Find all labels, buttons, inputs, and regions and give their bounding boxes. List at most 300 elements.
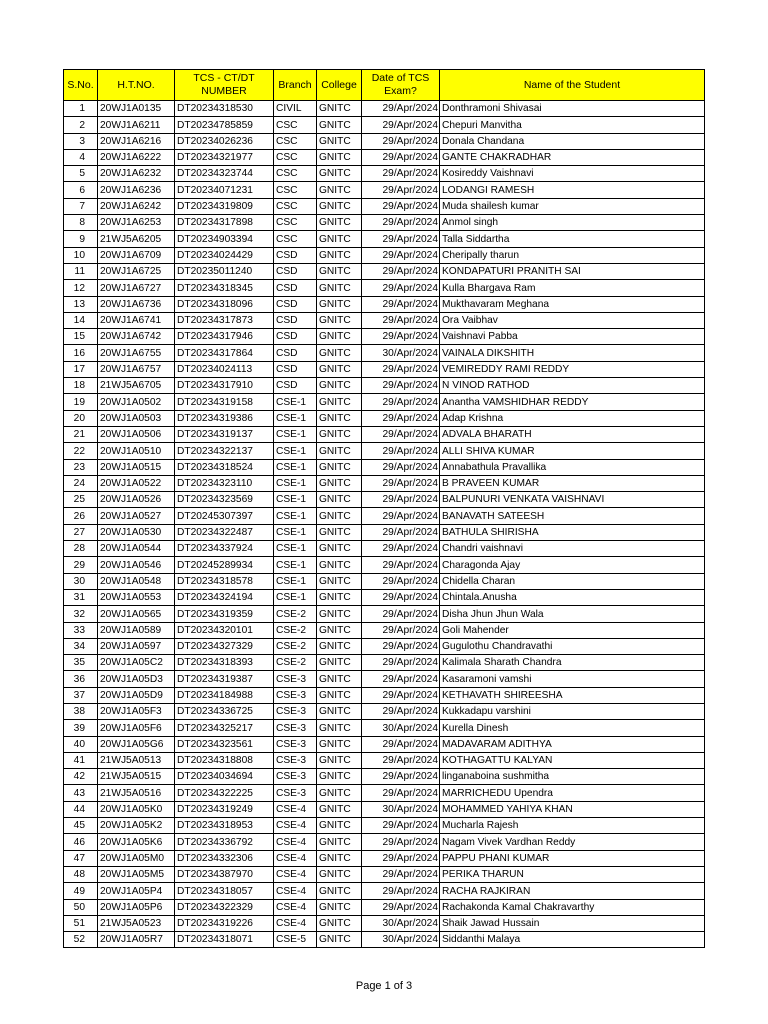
- cell-sno: 42: [64, 769, 98, 785]
- cell-sno: 41: [64, 752, 98, 768]
- cell-tcs-number: DT20234318524: [175, 459, 274, 475]
- header-student-name: Name of the Student: [440, 70, 705, 101]
- cell-tcs-number: DT20234024113: [175, 361, 274, 377]
- cell-branch: CSE-4: [274, 915, 317, 931]
- cell-branch: CSE-2: [274, 638, 317, 654]
- cell-college: GNITC: [317, 606, 362, 622]
- table-row: [64, 475, 705, 491]
- cell-student-name: ADVALA BHARATH: [440, 426, 705, 442]
- cell-tcs-number: DT20234026236: [175, 133, 274, 149]
- cell-htno: 20WJ1A0522: [98, 475, 175, 491]
- cell-tcs-number: DT20234324194: [175, 589, 274, 605]
- cell-branch: CSE-1: [274, 492, 317, 508]
- cell-college: GNITC: [317, 133, 362, 149]
- table-row: [64, 198, 705, 214]
- cell-sno: 52: [64, 932, 98, 948]
- cell-htno: 20WJ1A6236: [98, 182, 175, 198]
- cell-branch: CSC: [274, 231, 317, 247]
- table-row: [64, 736, 705, 752]
- cell-tcs-number: DT20234318096: [175, 296, 274, 312]
- cell-sno: 14: [64, 312, 98, 328]
- cell-college: GNITC: [317, 932, 362, 948]
- cell-tcs-number: DT20234318345: [175, 280, 274, 296]
- cell-college: GNITC: [317, 475, 362, 491]
- cell-exam-date: 29/Apr/2024: [362, 231, 440, 247]
- cell-exam-date: 29/Apr/2024: [362, 785, 440, 801]
- cell-student-name: VEMIREDDY RAMI REDDY: [440, 361, 705, 377]
- cell-sno: 7: [64, 198, 98, 214]
- cell-branch: CSD: [274, 345, 317, 361]
- cell-sno: 49: [64, 883, 98, 899]
- cell-exam-date: 29/Apr/2024: [362, 312, 440, 328]
- header-sno: S.No.: [64, 70, 98, 101]
- cell-sno: 16: [64, 345, 98, 361]
- cell-htno: 20WJ1A6755: [98, 345, 175, 361]
- cell-tcs-number: DT20234319249: [175, 801, 274, 817]
- cell-htno: 21WJ5A6705: [98, 378, 175, 394]
- cell-tcs-number: DT20234318953: [175, 818, 274, 834]
- cell-exam-date: 29/Apr/2024: [362, 101, 440, 117]
- table-row: [64, 557, 705, 573]
- cell-htno: 20WJ1A6725: [98, 263, 175, 279]
- cell-exam-date: 29/Apr/2024: [362, 834, 440, 850]
- cell-college: GNITC: [317, 915, 362, 931]
- cell-htno: 20WJ1A0515: [98, 459, 175, 475]
- cell-exam-date: 30/Apr/2024: [362, 345, 440, 361]
- cell-exam-date: 29/Apr/2024: [362, 198, 440, 214]
- cell-branch: CSE-4: [274, 883, 317, 899]
- cell-student-name: Kosireddy Vaishnavi: [440, 166, 705, 182]
- cell-exam-date: 29/Apr/2024: [362, 899, 440, 915]
- cell-exam-date: 30/Apr/2024: [362, 932, 440, 948]
- cell-sno: 38: [64, 703, 98, 719]
- cell-tcs-number: DT20234034694: [175, 769, 274, 785]
- cell-sno: 45: [64, 818, 98, 834]
- cell-exam-date: 29/Apr/2024: [362, 557, 440, 573]
- cell-student-name: PAPPU PHANI KUMAR: [440, 850, 705, 866]
- table-row: [64, 785, 705, 801]
- cell-sno: 33: [64, 622, 98, 638]
- cell-college: GNITC: [317, 394, 362, 410]
- cell-sno: 37: [64, 687, 98, 703]
- cell-student-name: Chintala.Anusha: [440, 589, 705, 605]
- table-row: [64, 655, 705, 671]
- table-row: [64, 329, 705, 345]
- cell-htno: 20WJ1A05D3: [98, 671, 175, 687]
- cell-tcs-number: DT20234332306: [175, 850, 274, 866]
- cell-student-name: Muda shailesh kumar: [440, 198, 705, 214]
- cell-sno: 2: [64, 117, 98, 133]
- cell-tcs-number: DT20245307397: [175, 508, 274, 524]
- table-row: [64, 149, 705, 165]
- table-row: [64, 263, 705, 279]
- cell-branch: CSE-1: [274, 475, 317, 491]
- cell-sno: 15: [64, 329, 98, 345]
- table-row: [64, 296, 705, 312]
- table-row: [64, 410, 705, 426]
- cell-branch: CSD: [274, 361, 317, 377]
- cell-htno: 20WJ1A0544: [98, 541, 175, 557]
- cell-tcs-number: DT20234319226: [175, 915, 274, 931]
- cell-tcs-number: DT20234322329: [175, 899, 274, 915]
- table-row: [64, 932, 705, 948]
- cell-student-name: Anmol singh: [440, 215, 705, 231]
- table-row: [64, 426, 705, 442]
- cell-htno: 20WJ1A6757: [98, 361, 175, 377]
- cell-htno: 20WJ1A05F3: [98, 703, 175, 719]
- cell-htno: 20WJ1A0506: [98, 426, 175, 442]
- cell-student-name: Anantha VAMSHIDHAR REDDY: [440, 394, 705, 410]
- cell-htno: 20WJ1A6742: [98, 329, 175, 345]
- cell-sno: 20: [64, 410, 98, 426]
- cell-branch: CSE-4: [274, 899, 317, 915]
- cell-htno: 20WJ1A05P4: [98, 883, 175, 899]
- cell-college: GNITC: [317, 834, 362, 850]
- cell-college: GNITC: [317, 410, 362, 426]
- cell-branch: CSE-1: [274, 426, 317, 442]
- student-table: [63, 69, 705, 948]
- cell-exam-date: 29/Apr/2024: [362, 866, 440, 882]
- cell-student-name: Kalimala Sharath Chandra: [440, 655, 705, 671]
- cell-htno: 20WJ1A0548: [98, 573, 175, 589]
- cell-tcs-number: DT20234317864: [175, 345, 274, 361]
- cell-tcs-number: DT20234785859: [175, 117, 274, 133]
- cell-student-name: Kurella Dinesh: [440, 720, 705, 736]
- cell-exam-date: 29/Apr/2024: [362, 426, 440, 442]
- cell-student-name: Talla Siddartha: [440, 231, 705, 247]
- table-row: [64, 866, 705, 882]
- cell-branch: CSE-1: [274, 394, 317, 410]
- cell-exam-date: 29/Apr/2024: [362, 361, 440, 377]
- cell-college: GNITC: [317, 720, 362, 736]
- cell-branch: CSE-5: [274, 932, 317, 948]
- cell-college: GNITC: [317, 655, 362, 671]
- cell-student-name: BANAVATH SATEESH: [440, 508, 705, 524]
- table-row: [64, 459, 705, 475]
- header-tcs-number: TCS - CT/DT NUMBER: [175, 70, 274, 101]
- cell-branch: CSE-4: [274, 850, 317, 866]
- cell-sno: 23: [64, 459, 98, 475]
- cell-college: GNITC: [317, 687, 362, 703]
- cell-htno: 20WJ1A0526: [98, 492, 175, 508]
- cell-sno: 18: [64, 378, 98, 394]
- cell-college: GNITC: [317, 883, 362, 899]
- cell-college: GNITC: [317, 312, 362, 328]
- cell-htno: 20WJ1A0527: [98, 508, 175, 524]
- student-table-container: [63, 69, 704, 948]
- cell-exam-date: 29/Apr/2024: [362, 687, 440, 703]
- cell-htno: 20WJ1A05F6: [98, 720, 175, 736]
- cell-college: GNITC: [317, 198, 362, 214]
- cell-branch: CSE-4: [274, 818, 317, 834]
- cell-student-name: Gugulothu Chandravathi: [440, 638, 705, 654]
- cell-exam-date: 29/Apr/2024: [362, 573, 440, 589]
- cell-student-name: B PRAVEEN KUMAR: [440, 475, 705, 491]
- cell-branch: CSD: [274, 378, 317, 394]
- table-row: [64, 524, 705, 540]
- cell-htno: 20WJ1A0546: [98, 557, 175, 573]
- cell-htno: 20WJ1A6709: [98, 247, 175, 263]
- cell-tcs-number: DT20234323569: [175, 492, 274, 508]
- cell-branch: CSE-3: [274, 703, 317, 719]
- cell-branch: CSE-3: [274, 736, 317, 752]
- table-row: [64, 394, 705, 410]
- cell-branch: CSD: [274, 263, 317, 279]
- cell-branch: CSD: [274, 280, 317, 296]
- header-htno: H.T.NO.: [98, 70, 175, 101]
- cell-htno: 20WJ1A0510: [98, 443, 175, 459]
- cell-sno: 5: [64, 166, 98, 182]
- cell-college: GNITC: [317, 149, 362, 165]
- cell-exam-date: 29/Apr/2024: [362, 410, 440, 426]
- cell-exam-date: 29/Apr/2024: [362, 247, 440, 263]
- cell-htno: 20WJ1A6727: [98, 280, 175, 296]
- table-row: [64, 589, 705, 605]
- cell-college: GNITC: [317, 736, 362, 752]
- cell-student-name: Disha Jhun Jhun Wala: [440, 606, 705, 622]
- cell-tcs-number: DT20234325217: [175, 720, 274, 736]
- cell-tcs-number: DT20234327329: [175, 638, 274, 654]
- cell-branch: CSC: [274, 133, 317, 149]
- cell-exam-date: 29/Apr/2024: [362, 850, 440, 866]
- cell-exam-date: 29/Apr/2024: [362, 329, 440, 345]
- cell-student-name: KOTHAGATTU KALYAN: [440, 752, 705, 768]
- cell-tcs-number: DT20234319809: [175, 198, 274, 214]
- cell-htno: 20WJ1A05C2: [98, 655, 175, 671]
- cell-college: GNITC: [317, 638, 362, 654]
- cell-branch: CSE-3: [274, 752, 317, 768]
- table-body: [64, 101, 705, 948]
- cell-tcs-number: DT20234319386: [175, 410, 274, 426]
- cell-sno: 1: [64, 101, 98, 117]
- cell-branch: CSD: [274, 329, 317, 345]
- cell-student-name: Siddanthi Malaya: [440, 932, 705, 948]
- cell-college: GNITC: [317, 231, 362, 247]
- cell-exam-date: 29/Apr/2024: [362, 736, 440, 752]
- cell-tcs-number: DT20234321977: [175, 149, 274, 165]
- cell-branch: CSE-1: [274, 459, 317, 475]
- table-row: [64, 899, 705, 915]
- cell-branch: CSE-1: [274, 541, 317, 557]
- cell-exam-date: 29/Apr/2024: [362, 166, 440, 182]
- cell-htno: 21WJ5A0516: [98, 785, 175, 801]
- cell-college: GNITC: [317, 752, 362, 768]
- cell-branch: CSE-1: [274, 573, 317, 589]
- table-row: [64, 280, 705, 296]
- cell-exam-date: 29/Apr/2024: [362, 655, 440, 671]
- cell-student-name: VAINALA DIKSHITH: [440, 345, 705, 361]
- cell-sno: 51: [64, 915, 98, 931]
- cell-college: GNITC: [317, 557, 362, 573]
- cell-sno: 6: [64, 182, 98, 198]
- cell-tcs-number: DT20234336792: [175, 834, 274, 850]
- cell-tcs-number: DT20234320101: [175, 622, 274, 638]
- cell-student-name: Annabathula Pravallika: [440, 459, 705, 475]
- cell-htno: 20WJ1A0135: [98, 101, 175, 117]
- cell-branch: CSE-3: [274, 687, 317, 703]
- cell-student-name: linganaboina sushmitha: [440, 769, 705, 785]
- cell-htno: 20WJ1A05K2: [98, 818, 175, 834]
- cell-tcs-number: DT20234317946: [175, 329, 274, 345]
- cell-branch: CSD: [274, 247, 317, 263]
- cell-student-name: BALPUNURI VENKATA VAISHNAVI: [440, 492, 705, 508]
- cell-htno: 20WJ1A05M5: [98, 866, 175, 882]
- cell-branch: CSE-3: [274, 785, 317, 801]
- cell-college: GNITC: [317, 296, 362, 312]
- cell-college: GNITC: [317, 280, 362, 296]
- cell-exam-date: 30/Apr/2024: [362, 720, 440, 736]
- cell-college: GNITC: [317, 492, 362, 508]
- cell-college: GNITC: [317, 622, 362, 638]
- cell-college: GNITC: [317, 426, 362, 442]
- cell-tcs-number: DT20234318393: [175, 655, 274, 671]
- cell-student-name: Adap Krishna: [440, 410, 705, 426]
- table-row: [64, 541, 705, 557]
- table-row: [64, 215, 705, 231]
- cell-htno: 20WJ1A6232: [98, 166, 175, 182]
- cell-college: GNITC: [317, 361, 362, 377]
- cell-tcs-number: DT20234903394: [175, 231, 274, 247]
- cell-branch: CSE-4: [274, 866, 317, 882]
- cell-tcs-number: DT20234318578: [175, 573, 274, 589]
- cell-branch: CSE-2: [274, 622, 317, 638]
- cell-student-name: Chidella Charan: [440, 573, 705, 589]
- cell-college: GNITC: [317, 573, 362, 589]
- cell-tcs-number: DT20234024429: [175, 247, 274, 263]
- cell-student-name: RACHA RAJKIRAN: [440, 883, 705, 899]
- table-row: [64, 133, 705, 149]
- cell-college: GNITC: [317, 215, 362, 231]
- cell-sno: 21: [64, 426, 98, 442]
- cell-college: GNITC: [317, 703, 362, 719]
- cell-student-name: Kukkadapu varshini: [440, 703, 705, 719]
- cell-exam-date: 29/Apr/2024: [362, 541, 440, 557]
- cell-branch: CSE-2: [274, 606, 317, 622]
- table-row: [64, 703, 705, 719]
- cell-student-name: Kulla Bhargava Ram: [440, 280, 705, 296]
- cell-branch: CSE-1: [274, 557, 317, 573]
- cell-student-name: N VINOD RATHOD: [440, 378, 705, 394]
- table-row: [64, 834, 705, 850]
- cell-exam-date: 29/Apr/2024: [362, 883, 440, 899]
- table-row: [64, 638, 705, 654]
- cell-sno: 11: [64, 263, 98, 279]
- cell-sno: 43: [64, 785, 98, 801]
- cell-exam-date: 29/Apr/2024: [362, 280, 440, 296]
- header-college: College: [317, 70, 362, 101]
- table-row: [64, 361, 705, 377]
- cell-student-name: Vaishnavi Pabba: [440, 329, 705, 345]
- cell-htno: 20WJ1A6741: [98, 312, 175, 328]
- cell-student-name: KONDAPATURI PRANITH SAI: [440, 263, 705, 279]
- cell-sno: 44: [64, 801, 98, 817]
- cell-sno: 3: [64, 133, 98, 149]
- cell-exam-date: 29/Apr/2024: [362, 296, 440, 312]
- cell-exam-date: 29/Apr/2024: [362, 117, 440, 133]
- table-row: [64, 166, 705, 182]
- cell-tcs-number: DT20234318071: [175, 932, 274, 948]
- cell-htno: 20WJ1A6253: [98, 215, 175, 231]
- cell-branch: CSD: [274, 312, 317, 328]
- cell-college: GNITC: [317, 818, 362, 834]
- cell-student-name: MARRICHEDU Upendra: [440, 785, 705, 801]
- cell-htno: 20WJ1A0565: [98, 606, 175, 622]
- cell-tcs-number: DT20234336725: [175, 703, 274, 719]
- cell-sno: 50: [64, 899, 98, 915]
- cell-student-name: Rachakonda Kamal Chakravarthy: [440, 899, 705, 915]
- cell-exam-date: 29/Apr/2024: [362, 443, 440, 459]
- cell-student-name: MADAVARAM ADITHYA: [440, 736, 705, 752]
- cell-sno: 13: [64, 296, 98, 312]
- cell-branch: CSC: [274, 215, 317, 231]
- cell-sno: 36: [64, 671, 98, 687]
- cell-htno: 20WJ1A0530: [98, 524, 175, 540]
- table-row: [64, 508, 705, 524]
- cell-student-name: Donthramoni Shivasai: [440, 101, 705, 117]
- cell-branch: CSE-1: [274, 508, 317, 524]
- cell-sno: 31: [64, 589, 98, 605]
- table-row: [64, 687, 705, 703]
- cell-exam-date: 29/Apr/2024: [362, 492, 440, 508]
- cell-tcs-number: DT20234318808: [175, 752, 274, 768]
- cell-tcs-number: DT20234323744: [175, 166, 274, 182]
- cell-sno: 32: [64, 606, 98, 622]
- cell-sno: 24: [64, 475, 98, 491]
- cell-sno: 22: [64, 443, 98, 459]
- cell-branch: CSE-2: [274, 655, 317, 671]
- cell-htno: 20WJ1A0597: [98, 638, 175, 654]
- cell-student-name: Charagonda Ajay: [440, 557, 705, 573]
- cell-branch: CSE-3: [274, 769, 317, 785]
- cell-exam-date: 30/Apr/2024: [362, 915, 440, 931]
- cell-exam-date: 29/Apr/2024: [362, 182, 440, 198]
- cell-college: GNITC: [317, 378, 362, 394]
- cell-exam-date: 29/Apr/2024: [362, 671, 440, 687]
- cell-sno: 19: [64, 394, 98, 410]
- cell-tcs-number: DT20234319137: [175, 426, 274, 442]
- cell-exam-date: 29/Apr/2024: [362, 459, 440, 475]
- table-row: [64, 117, 705, 133]
- cell-htno: 20WJ1A6222: [98, 149, 175, 165]
- cell-exam-date: 29/Apr/2024: [362, 818, 440, 834]
- table-row: [64, 345, 705, 361]
- cell-branch: CSC: [274, 182, 317, 198]
- cell-branch: CSC: [274, 117, 317, 133]
- cell-student-name: Mucharla Rajesh: [440, 818, 705, 834]
- cell-exam-date: 29/Apr/2024: [362, 606, 440, 622]
- cell-tcs-number: DT20234071231: [175, 182, 274, 198]
- cell-branch: CSE-1: [274, 410, 317, 426]
- cell-htno: 20WJ1A0502: [98, 394, 175, 410]
- cell-htno: 20WJ1A05K0: [98, 801, 175, 817]
- cell-sno: 26: [64, 508, 98, 524]
- cell-tcs-number: DT20234387970: [175, 866, 274, 882]
- cell-college: GNITC: [317, 899, 362, 915]
- cell-sno: 40: [64, 736, 98, 752]
- table-row: [64, 247, 705, 263]
- table-row: [64, 720, 705, 736]
- table-row: [64, 915, 705, 931]
- cell-htno: 21WJ5A0513: [98, 752, 175, 768]
- table-row: [64, 101, 705, 117]
- cell-college: GNITC: [317, 247, 362, 263]
- cell-student-name: Ora Vaibhav: [440, 312, 705, 328]
- cell-htno: 21WJ5A6205: [98, 231, 175, 247]
- cell-college: GNITC: [317, 589, 362, 605]
- cell-htno: 20WJ1A6736: [98, 296, 175, 312]
- cell-htno: 20WJ1A05P6: [98, 899, 175, 915]
- cell-college: GNITC: [317, 459, 362, 475]
